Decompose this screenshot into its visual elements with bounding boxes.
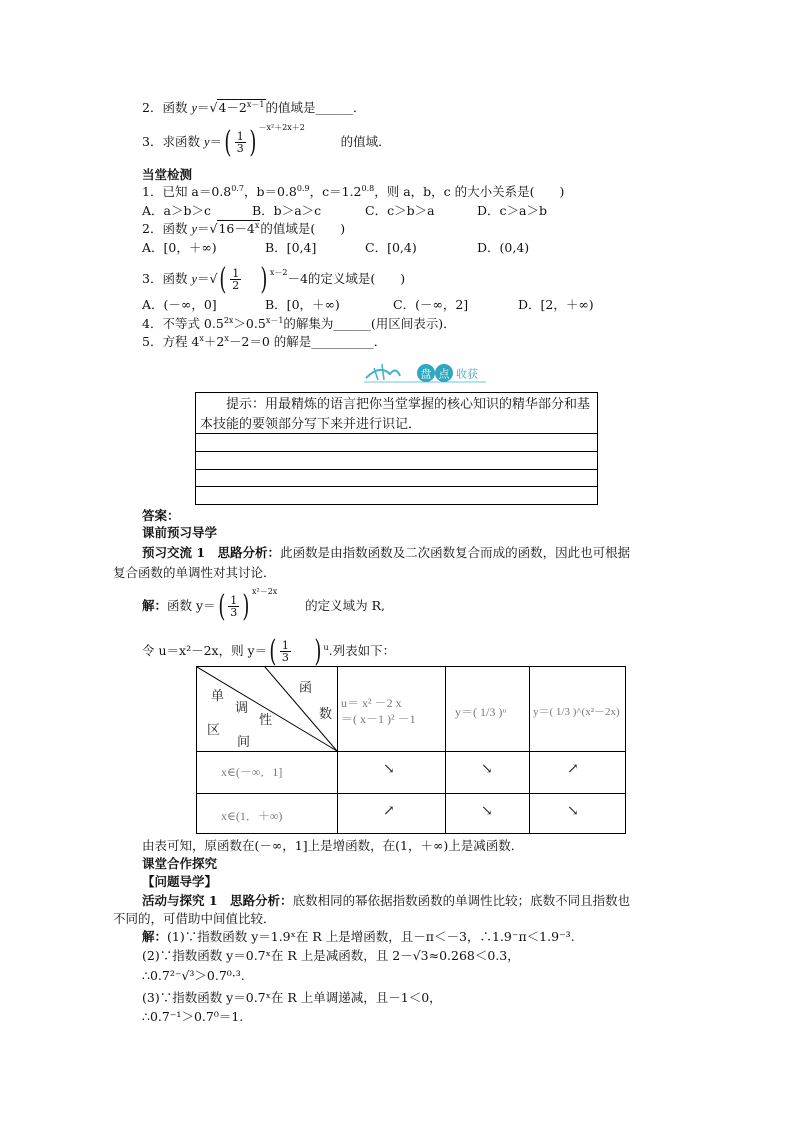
preview-exchange-1-cont: 复合函数的单调性对其讨论． (113, 565, 276, 580)
check-q3-opt-a: A．(－∞，0] (142, 297, 217, 312)
row1-col3-arrow: ↗ (567, 761, 579, 777)
logo-text: 收获 (456, 367, 478, 381)
row2-label: x∈(1．＋∞) (221, 809, 283, 823)
section-check-title: 当堂检测 (142, 167, 193, 182)
let-line: 令 u＝x²－2x，则 y＝( $\frac{1}{3}$ ) $^u$.列表如下： (142, 633, 396, 669)
col2-header: y＝( 1/3 )ᵘ (455, 705, 507, 719)
prev-q3: 3．求函数 y＝( $\frac{1}{3}$ ) $^{-x^2+2x+2}$ 的值域． (142, 123, 391, 160)
check-q1-opt-a: A．a＞b＞c (142, 203, 211, 218)
prev-q2: 2．函数 $y=√4-2^{x-1}$的值域是______． (142, 100, 366, 115)
check-q1-opt-d: D．c＞a＞b (477, 203, 547, 218)
check-q3-opt-c: C．(－∞，2] (393, 297, 469, 312)
summary-logo (360, 356, 490, 388)
check-q2-opt-a: A．[0，＋∞) (142, 240, 217, 255)
activity-1: 活动与探究 1 思路分析：底数相同的幂依据指数函数的单调性比较；底数不同且指数也 (142, 893, 631, 908)
check-q2: 2．函数 $y=√16-4^x$的值域是( ) (142, 221, 346, 236)
sol-step-1: 解：(1)∵指数函数 y＝1.9ˣ在 R 上是增函数，且－π＜－3，∴1.9⁻π＜1.9⁻³. (142, 929, 575, 944)
corner-b: 调 (235, 701, 249, 716)
col3-header: y＝( 1/3 )^(x²－2x) (533, 706, 620, 718)
monotonicity-table (196, 666, 626, 834)
check-q1: 1．已知 $a=0.8^{0.7}$，$b=0.8^{0.9}$，$c=1.2^{0.8}$，则 a，b，c 的大小关系是( ) (142, 184, 565, 199)
row1-label: x∈(－∞．1] (221, 765, 283, 779)
corner-a: 单 (211, 689, 225, 704)
logo-char-1: 盘 (420, 367, 432, 381)
summary-box (195, 392, 598, 505)
sol-step-3: ∴0.7²⁻√³＞0.7⁰·³. (142, 968, 245, 983)
corner-c: 性 (259, 713, 273, 728)
row2-col3-arrow: ↘ (567, 803, 579, 819)
summary-hint: 提示：用最精炼的语言把你当堂掌握的核心知识的精华部分和基本技能的要领部分写下来并进行识记． (200, 397, 591, 432)
sol-step-2: (2)∵指数函数 y＝0.7ˣ在 R 上是减函数，且 2－√3≈0.268＜0.3， (142, 948, 520, 963)
check-q3-opt-d: D．[2，＋∞) (518, 297, 594, 312)
corner-e: 间 (237, 735, 251, 750)
sol-step-4: (3)∵指数函数 y＝0.7ˣ在 R 上单调递减，且－1＜0， (142, 990, 442, 1005)
check-q5: 5．方程 $4^x+2^x-2=0$ 的解是__________． (142, 334, 387, 349)
preview-exchange-1: 预习交流 1 思路分析：此函数是由指数函数及二次函数复合而成的函数，因此也可根据 (142, 545, 631, 560)
check-q2-opt-c: C．[0,4) (365, 240, 417, 255)
answers-sub2: 课堂合作探究 (142, 856, 218, 871)
solution-line: 解：函数 y＝( $\frac{1}{3}$ ) $^{x^2-2x}$ 的定义域为 R, (142, 587, 386, 624)
col1-header: u＝ x² －2 x ＝( x－1 )² －1 (341, 696, 416, 726)
corner-g: 数 (319, 707, 333, 722)
check-q2-opt-b: B．[0,4] (265, 240, 317, 255)
check-q3: 3．函数 y＝√( $\frac{1}{2}$ ) $^{x-2}$－4的定义域是( ) (142, 261, 406, 297)
check-q1-opt-c: C．c＞b＞a (365, 203, 435, 218)
check-q3-opt-b: B．[0，＋∞) (265, 297, 340, 312)
row1-col1-arrow: ↘ (383, 761, 395, 777)
row2-col2-arrow: ↘ (481, 803, 493, 819)
sol-step-5: ∴0.7⁻¹＞0.7⁰＝1. (142, 1009, 244, 1024)
activity-1-cont: 不同的，可借助中间值比较． (113, 911, 276, 926)
answers-title: 答案： (142, 508, 180, 523)
logo-char-2: 点 (438, 367, 450, 381)
check-q4: 4．不等式 $0.5^{2x}>0.5^{x-1}$的解集为______(用区间表示)． (142, 316, 456, 331)
corner-f: 函 (299, 681, 313, 696)
answers-sub1: 课前预习导学 (142, 525, 218, 540)
row1-col2-arrow: ↘ (481, 761, 493, 777)
corner-d: 区 (207, 723, 221, 738)
table-conclusion: 由表可知，原函数在(－∞，1]上是增函数，在(1，＋∞)上是减函数． (142, 838, 524, 853)
row2-col1-arrow: ↗ (383, 803, 395, 819)
check-q1-opt-b: B．b＞a＞c (252, 203, 322, 218)
problem-guide: 【问题导学】 (142, 874, 218, 889)
check-q2-opt-d: D．(0,4) (477, 240, 530, 255)
